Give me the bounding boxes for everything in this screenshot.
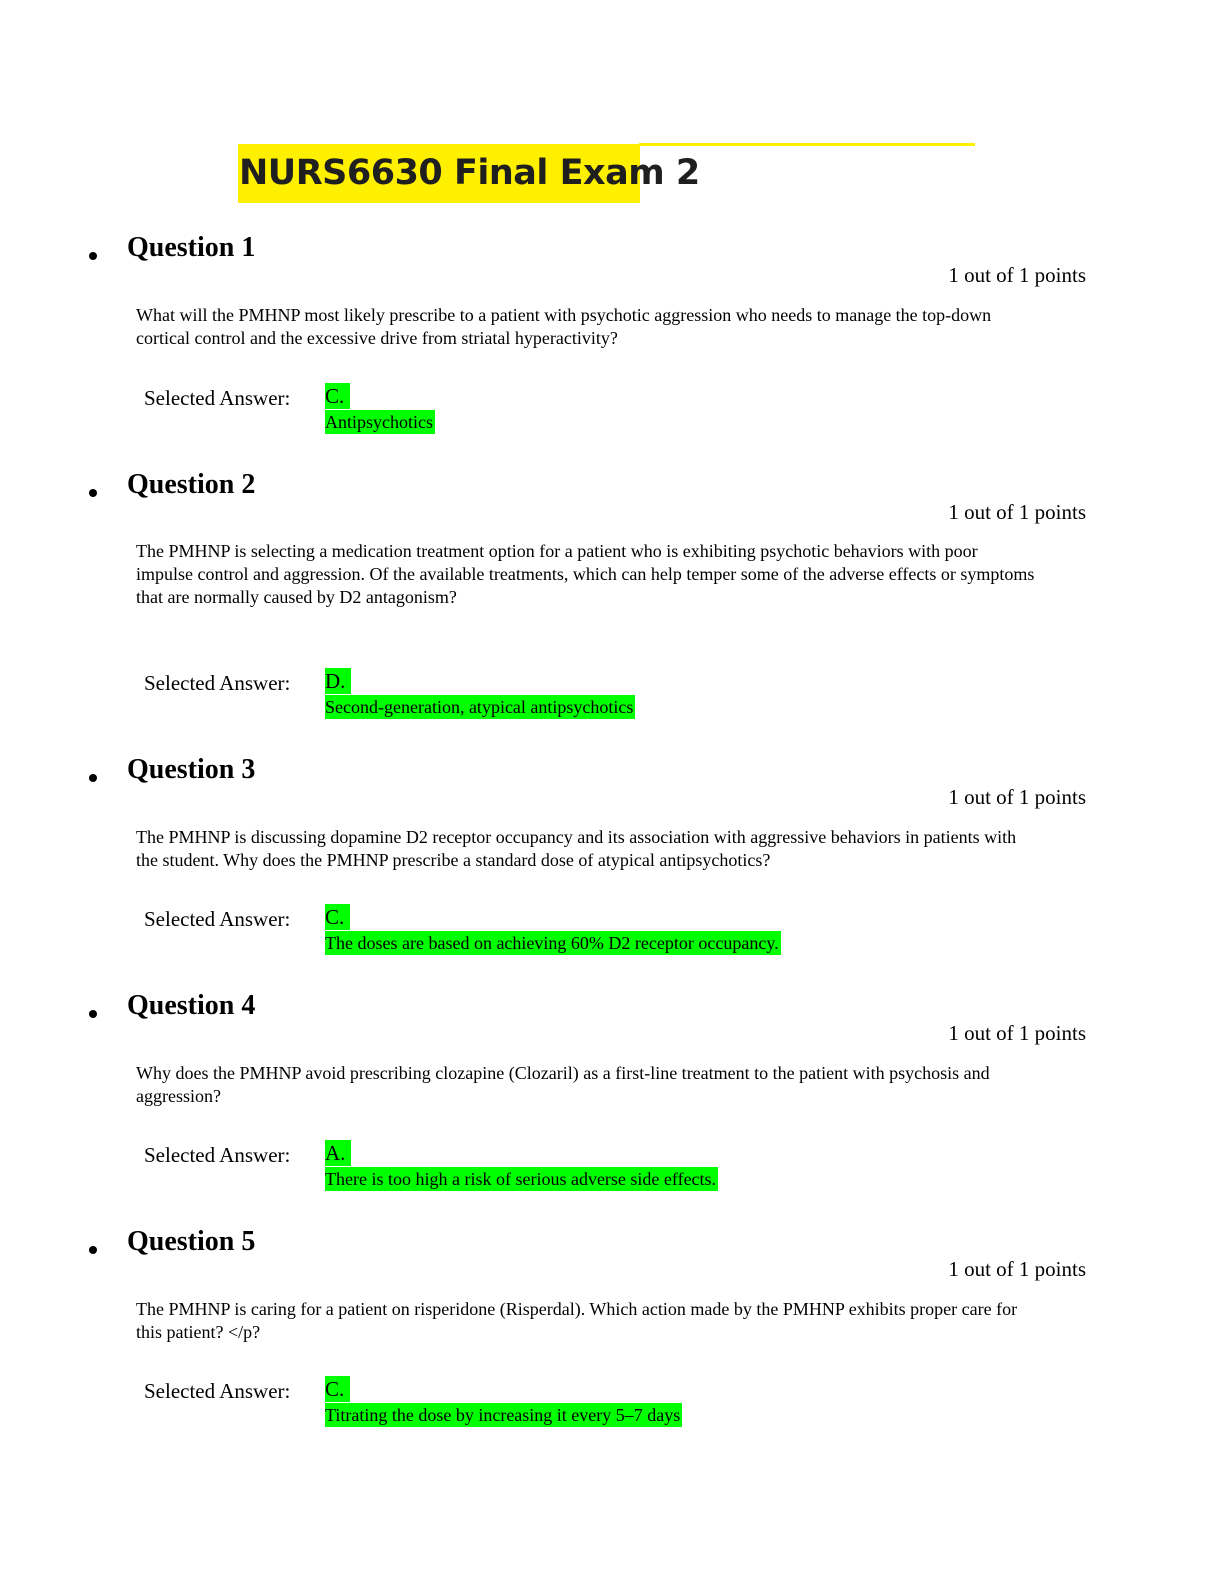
selected-answer-label: Selected Answer: xyxy=(144,671,291,695)
selected-answer-label: Selected Answer: xyxy=(144,1379,291,1403)
answer-text: There is too high a risk of serious adverse side effects. xyxy=(325,1169,717,1189)
answer-letter: A. xyxy=(325,1140,351,1166)
question-heading: Question 1 xyxy=(127,232,256,263)
question-text: The PMHNP is caring for a patient on risperidone (Risperdal). Which action made by the PMHNP exhibits proper care for this patient? </p? xyxy=(136,1299,1018,1342)
question-heading: Question 2 xyxy=(127,469,256,500)
selected-answer-label: Selected Answer: xyxy=(144,907,291,931)
question-heading: Question 4 xyxy=(127,990,256,1021)
answer-letter: C. xyxy=(325,1376,350,1402)
bullet-icon xyxy=(89,489,97,497)
question-text: What will the PMHNP most likely prescribe to a patient with psychotic aggression who needs to manage the top-down cortical control and the excessive drive from striatal hyperactivity? xyxy=(136,305,992,348)
question-text: The PMHNP is selecting a medication treatment option for a patient who is exhibiting psychotic behaviors with poor impulse control and aggression. Of the available treatments, which can help temper some of the adverse effects or symptoms that are normally caused by D2 antagonism? xyxy=(136,541,1035,607)
bullet-icon xyxy=(89,252,97,260)
answer-letter: D. xyxy=(325,668,351,694)
question-heading: Question 3 xyxy=(127,754,256,785)
page-title xyxy=(238,144,700,203)
bullet-icon xyxy=(89,1246,97,1254)
answer-letter: C. xyxy=(325,904,350,930)
answer-text: Antipsychotics xyxy=(325,412,433,432)
question-points: 1 out of 1 points xyxy=(948,1021,1086,1045)
selected-answer-label: Selected Answer: xyxy=(144,386,291,410)
question-text: Why does the PMHNP avoid prescribing clozapine (Clozaril) as a first-line treatment to the patient with psychosis and aggression? xyxy=(136,1063,990,1106)
answer-text: Titrating the dose by increasing it every 5–7 days xyxy=(325,1405,681,1425)
question-points: 1 out of 1 points xyxy=(948,500,1086,524)
question-points: 1 out of 1 points xyxy=(948,1257,1086,1281)
answer-text: Second-generation, atypical antipsychotics xyxy=(325,697,634,717)
question-points: 1 out of 1 points xyxy=(948,263,1086,287)
question-points: 1 out of 1 points xyxy=(948,785,1086,809)
question-heading: Question 5 xyxy=(127,1226,256,1257)
question-text: The PMHNP is discussing dopamine D2 receptor occupancy and its association with aggressive behaviors in patients with the student. Why does the PMHNP prescribe a standard dose of atypical antipsychotics? xyxy=(136,827,1017,870)
title-highlight-line xyxy=(639,143,975,146)
bullet-icon xyxy=(89,1010,97,1018)
page-title-text: NURS6630 Final Exam 2 xyxy=(239,153,700,193)
bullet-icon xyxy=(89,774,97,782)
answer-letter: C. xyxy=(325,383,350,409)
answer-text: The doses are based on achieving 60% D2 receptor occupancy. xyxy=(325,933,779,953)
selected-answer-label: Selected Answer: xyxy=(144,1143,291,1167)
